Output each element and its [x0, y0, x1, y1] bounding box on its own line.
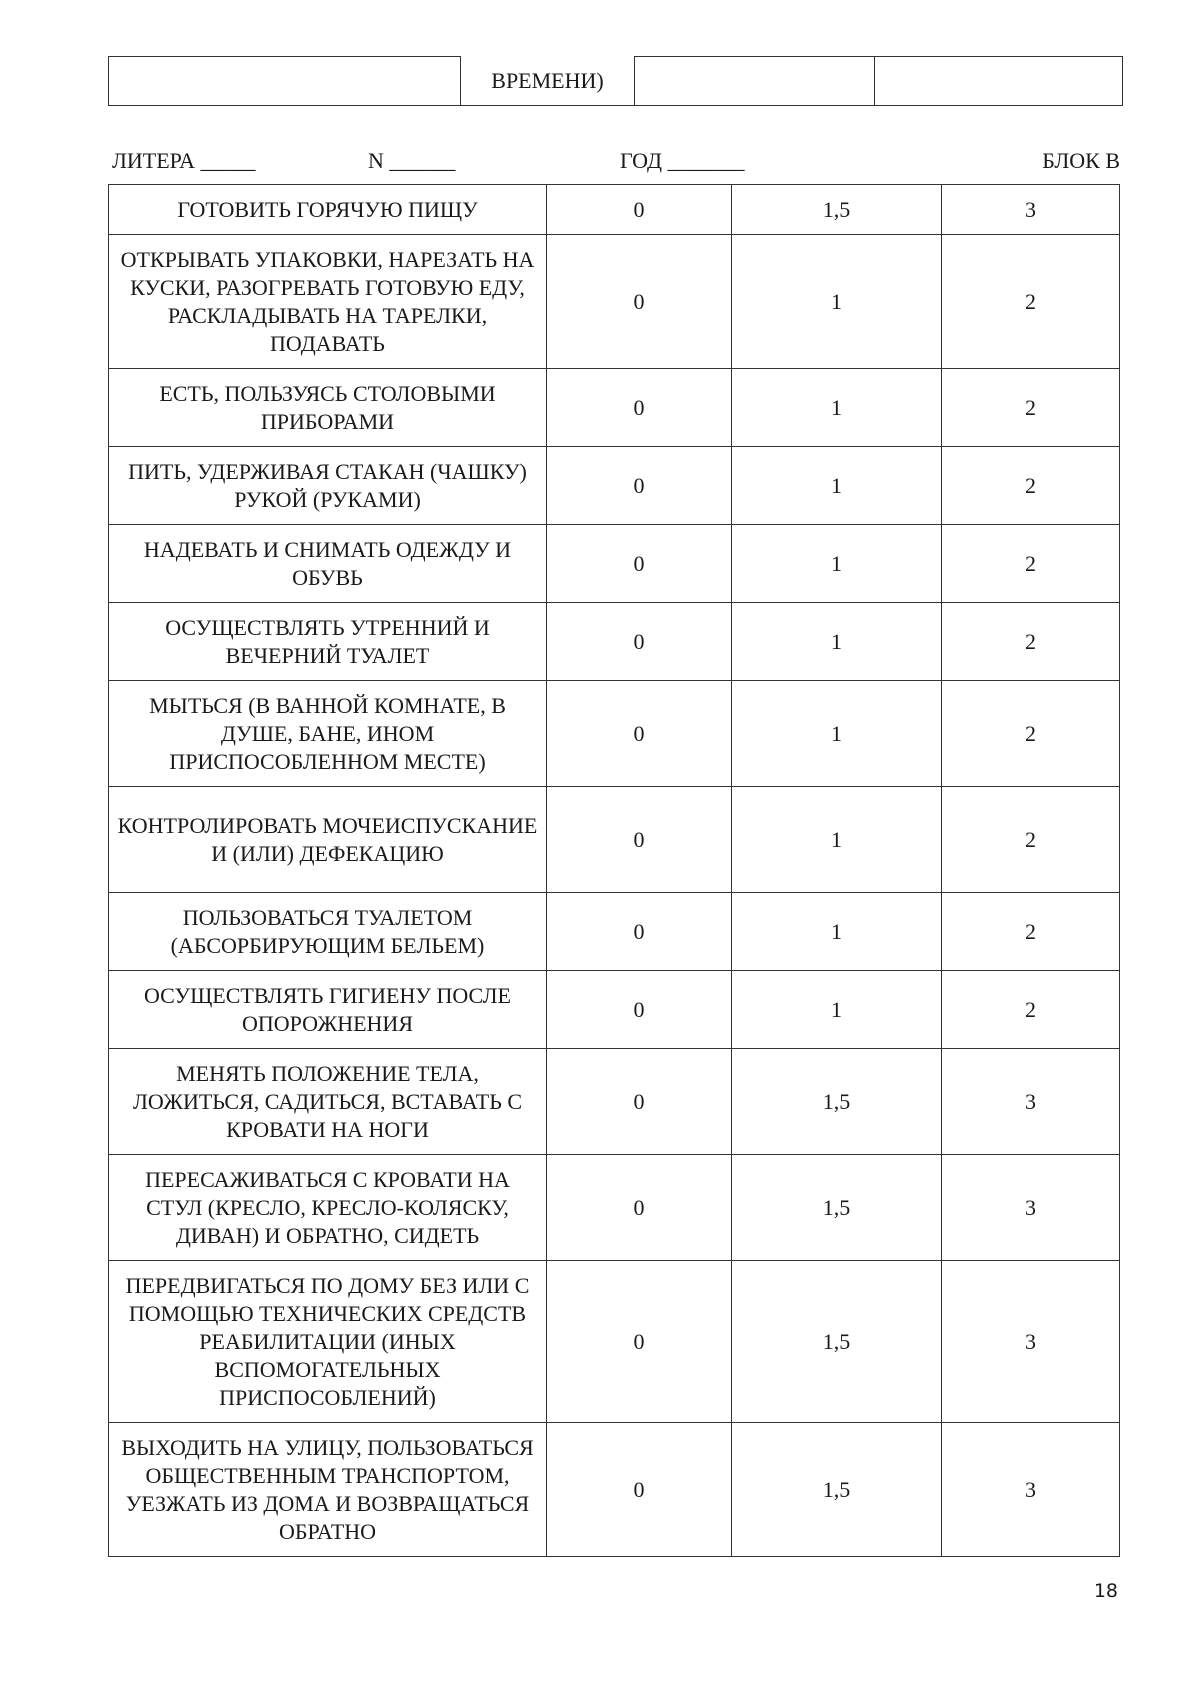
- top-table-fragment: [108, 56, 1123, 106]
- score-cell-3: 2: [942, 447, 1120, 525]
- top-cell-empty-3: [875, 57, 1123, 106]
- page-number: 18: [1093, 1580, 1118, 1602]
- table-row: [109, 681, 1120, 787]
- table-row: [109, 893, 1120, 971]
- score-cell-1: 0: [547, 1049, 732, 1155]
- score-cell-1: 0: [547, 787, 732, 893]
- score-cell-3: 2: [942, 787, 1120, 893]
- activity-cell: ПЕРЕДВИГАТЬСЯ ПО ДОМУ БЕЗ ИЛИ С ПОМОЩЬЮ ТЕХНИЧЕСКИХ СРЕДСТВ РЕАБИЛИТАЦИИ (ИНЫХ ВСПОМОГАТЕЛЬНЫХ ПРИСПОСОБЛЕНИЙ): [109, 1261, 547, 1423]
- table-row: [109, 1423, 1120, 1557]
- score-cell-3: 2: [942, 603, 1120, 681]
- activity-cell: ПИТЬ, УДЕРЖИВАЯ СТАКАН (ЧАШКУ) РУКОЙ (РУКАМИ): [109, 447, 547, 525]
- table-row: [109, 1261, 1120, 1423]
- score-cell-2: 1: [732, 603, 942, 681]
- score-cell-3: 2: [942, 681, 1120, 787]
- score-cell-1: 0: [547, 893, 732, 971]
- top-cell-empty-2: [635, 57, 875, 106]
- activities-table: [108, 184, 1120, 1557]
- block-label: БЛОК В: [1042, 148, 1120, 173]
- table-row: [109, 369, 1120, 447]
- score-cell-1: 0: [547, 1155, 732, 1261]
- score-cell-2: 1: [732, 681, 942, 787]
- score-cell-1: 0: [547, 185, 732, 235]
- form-header-line: [112, 148, 1120, 176]
- number-field: N ______: [368, 148, 456, 173]
- activity-cell: МЕНЯТЬ ПОЛОЖЕНИЕ ТЕЛА, ЛОЖИТЬСЯ, САДИТЬСЯ, ВСТАВАТЬ С КРОВАТИ НА НОГИ: [109, 1049, 547, 1155]
- score-cell-3: 2: [942, 971, 1120, 1049]
- score-cell-1: 0: [547, 235, 732, 369]
- top-cell-time: ВРЕМЕНИ): [461, 57, 635, 106]
- top-cell-empty-1: [109, 57, 461, 106]
- table-row: [109, 787, 1120, 893]
- table-row: [109, 1155, 1120, 1261]
- score-cell-3: 2: [942, 893, 1120, 971]
- table-row: [109, 525, 1120, 603]
- score-cell-2: 1: [732, 447, 942, 525]
- activities-table-body: [109, 185, 1120, 1557]
- activity-cell: ГОТОВИТЬ ГОРЯЧУЮ ПИЩУ: [109, 185, 547, 235]
- litera-field: ЛИТЕРА _____: [112, 148, 256, 173]
- table-row: [109, 1049, 1120, 1155]
- year-field: ГОД _______: [620, 148, 745, 173]
- table-row: [109, 971, 1120, 1049]
- activity-cell: ЕСТЬ, ПОЛЬЗУЯСЬ СТОЛОВЫМИ ПРИБОРАМИ: [109, 369, 547, 447]
- score-cell-3: 3: [942, 185, 1120, 235]
- score-cell-2: 1,5: [732, 1261, 942, 1423]
- score-cell-2: 1: [732, 787, 942, 893]
- score-cell-2: 1,5: [732, 185, 942, 235]
- activity-cell: ПЕРЕСАЖИВАТЬСЯ С КРОВАТИ НА СТУЛ (КРЕСЛО, КРЕСЛО-КОЛЯСКУ, ДИВАН) И ОБРАТНО, СИДЕТЬ: [109, 1155, 547, 1261]
- score-cell-1: 0: [547, 681, 732, 787]
- activity-cell: ОСУЩЕСТВЛЯТЬ ГИГИЕНУ ПОСЛЕ ОПОРОЖНЕНИЯ: [109, 971, 547, 1049]
- score-cell-3: 3: [942, 1155, 1120, 1261]
- score-cell-3: 2: [942, 525, 1120, 603]
- score-cell-1: 0: [547, 1423, 732, 1557]
- score-cell-2: 1: [732, 525, 942, 603]
- score-cell-2: 1: [732, 893, 942, 971]
- activity-cell: МЫТЬСЯ (В ВАННОЙ КОМНАТЕ, В ДУШЕ, БАНЕ, ИНОМ ПРИСПОСОБЛЕННОМ МЕСТЕ): [109, 681, 547, 787]
- score-cell-1: 0: [547, 1261, 732, 1423]
- activity-cell: ОСУЩЕСТВЛЯТЬ УТРЕННИЙ И ВЕЧЕРНИЙ ТУАЛЕТ: [109, 603, 547, 681]
- activity-cell: ВЫХОДИТЬ НА УЛИЦУ, ПОЛЬЗОВАТЬСЯ ОБЩЕСТВЕННЫМ ТРАНСПОРТОМ, УЕЗЖАТЬ ИЗ ДОМА И ВОЗВРАЩАТЬСЯ ОБРАТНО: [109, 1423, 547, 1557]
- score-cell-3: 2: [942, 369, 1120, 447]
- activity-cell: ПОЛЬЗОВАТЬСЯ ТУАЛЕТОМ (АБСОРБИРУЮЩИМ БЕЛЬЕМ): [109, 893, 547, 971]
- score-cell-2: 1: [732, 235, 942, 369]
- score-cell-1: 0: [547, 971, 732, 1049]
- activity-cell: КОНТРОЛИРОВАТЬ МОЧЕИСПУСКАНИЕ И (ИЛИ) ДЕФЕКАЦИЮ: [109, 787, 547, 893]
- score-cell-3: 3: [942, 1261, 1120, 1423]
- score-cell-1: 0: [547, 603, 732, 681]
- score-cell-1: 0: [547, 447, 732, 525]
- score-cell-1: 0: [547, 369, 732, 447]
- table-row: [109, 235, 1120, 369]
- score-cell-2: 1: [732, 971, 942, 1049]
- table-row: [109, 447, 1120, 525]
- activity-cell: НАДЕВАТЬ И СНИМАТЬ ОДЕЖДУ И ОБУВЬ: [109, 525, 547, 603]
- score-cell-2: 1: [732, 369, 942, 447]
- score-cell-2: 1,5: [732, 1155, 942, 1261]
- score-cell-3: 3: [942, 1423, 1120, 1557]
- activity-cell: ОТКРЫВАТЬ УПАКОВКИ, НАРЕЗАТЬ НА КУСКИ, РАЗОГРЕВАТЬ ГОТОВУЮ ЕДУ, РАСКЛАДЫВАТЬ НА ТАРЕЛКИ, ПОДАВАТЬ: [109, 235, 547, 369]
- score-cell-3: 2: [942, 235, 1120, 369]
- table-row: [109, 603, 1120, 681]
- score-cell-1: 0: [547, 525, 732, 603]
- score-cell-2: 1,5: [732, 1423, 942, 1557]
- table-row: [109, 185, 1120, 235]
- score-cell-2: 1,5: [732, 1049, 942, 1155]
- top-table-row: [109, 57, 1123, 106]
- score-cell-3: 3: [942, 1049, 1120, 1155]
